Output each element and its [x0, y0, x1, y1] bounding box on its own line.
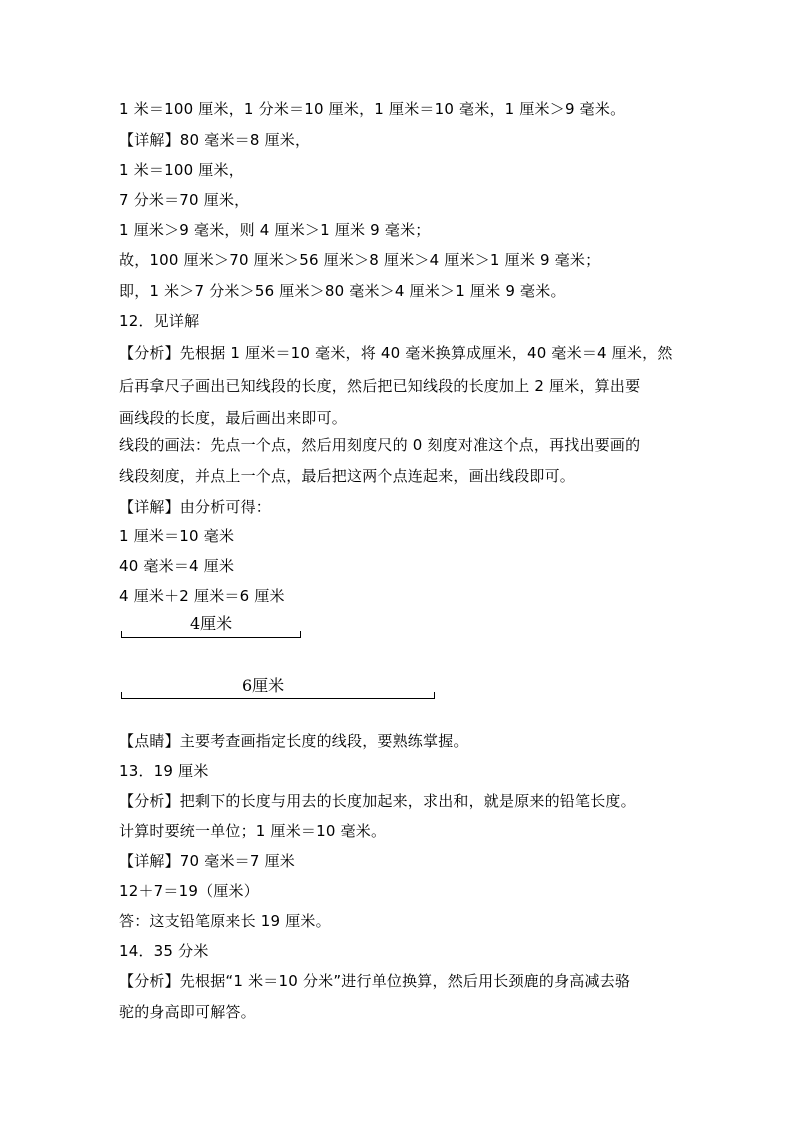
text-line: 1 米＝100 厘米， [119, 161, 244, 179]
text-line: 【分析】把剩下的长度与用去的长度加起来，求出和，就是原来的铅笔长度。 [119, 792, 636, 810]
text-line: 40 毫米＝4 厘米 [119, 557, 235, 575]
text-line: 后再拿尺子画出已知线段的长度，然后把已知线段的长度加上 2 厘米，算出要 [119, 377, 641, 395]
question-14-answer: 14．35 分米 [119, 942, 209, 960]
segment-6cm-label: 6厘米 [242, 676, 285, 695]
text-line: 计算时要统一单位；1 厘米＝10 毫米。 [119, 822, 387, 840]
text-line: 4 厘米＋2 厘米＝6 厘米 [119, 587, 285, 605]
question-13-answer: 13．19 厘米 [119, 762, 209, 780]
question-12-answer: 12．见详解 [119, 312, 200, 330]
text-line: 即，1 米＞7 分米＞56 厘米＞80 毫米＞4 厘米＞1 厘米 9 毫米。 [119, 282, 566, 300]
text-line: 线段的画法：先点一个点，然后用刻度尺的 0 刻度对准这个点，再找出要画的 [119, 436, 641, 454]
text-line: 答：这支铅笔原来长 19 厘米。 [119, 912, 331, 930]
text-line: 1 厘米＞9 毫米，则 4 厘米＞1 厘米 9 毫米； [119, 221, 431, 239]
text-line: 【分析】先根据 1 厘米＝10 毫米，将 40 毫米换算成厘米，40 毫米＝4 厘米，然 [119, 344, 673, 362]
text-line: 驼的身高即可解答。 [119, 1003, 256, 1021]
segment-4cm-label: 4厘米 [190, 614, 233, 633]
text-line: 【分析】先根据“1 米＝10 分米”进行单位换算，然后用长颈鹿的身高减去骆 [119, 972, 631, 990]
text-line: 【详解】70 毫米＝7 厘米 [119, 852, 295, 870]
text-line: 1 厘米＝10 毫米 [119, 527, 235, 545]
segment-6cm [121, 692, 435, 699]
text-line: 1 米＝100 厘米，1 分米＝10 厘米，1 厘米＝10 毫米，1 厘米＞9 毫米。 [119, 100, 626, 118]
text-line: 故，100 厘米＞70 厘米＞56 厘米＞8 厘米＞4 厘米＞1 厘米 9 毫米； [119, 251, 601, 269]
segment-4cm [121, 631, 301, 638]
text-line: 【详解】由分析可得： [119, 498, 272, 516]
text-line: 12＋7＝19（厘米） [119, 882, 259, 900]
text-line: 线段刻度，并点上一个点，最后把这两个点连起来，画出线段即可。 [119, 467, 576, 485]
text-line: 7 分米＝70 厘米， [119, 191, 250, 209]
text-line: 【详解】80 毫米＝8 厘米， [119, 131, 311, 149]
text-line: 【点睛】主要考查画指定长度的线段，要熟练掌握。 [119, 732, 469, 750]
text-line: 画线段的长度，最后画出来即可。 [119, 409, 348, 427]
